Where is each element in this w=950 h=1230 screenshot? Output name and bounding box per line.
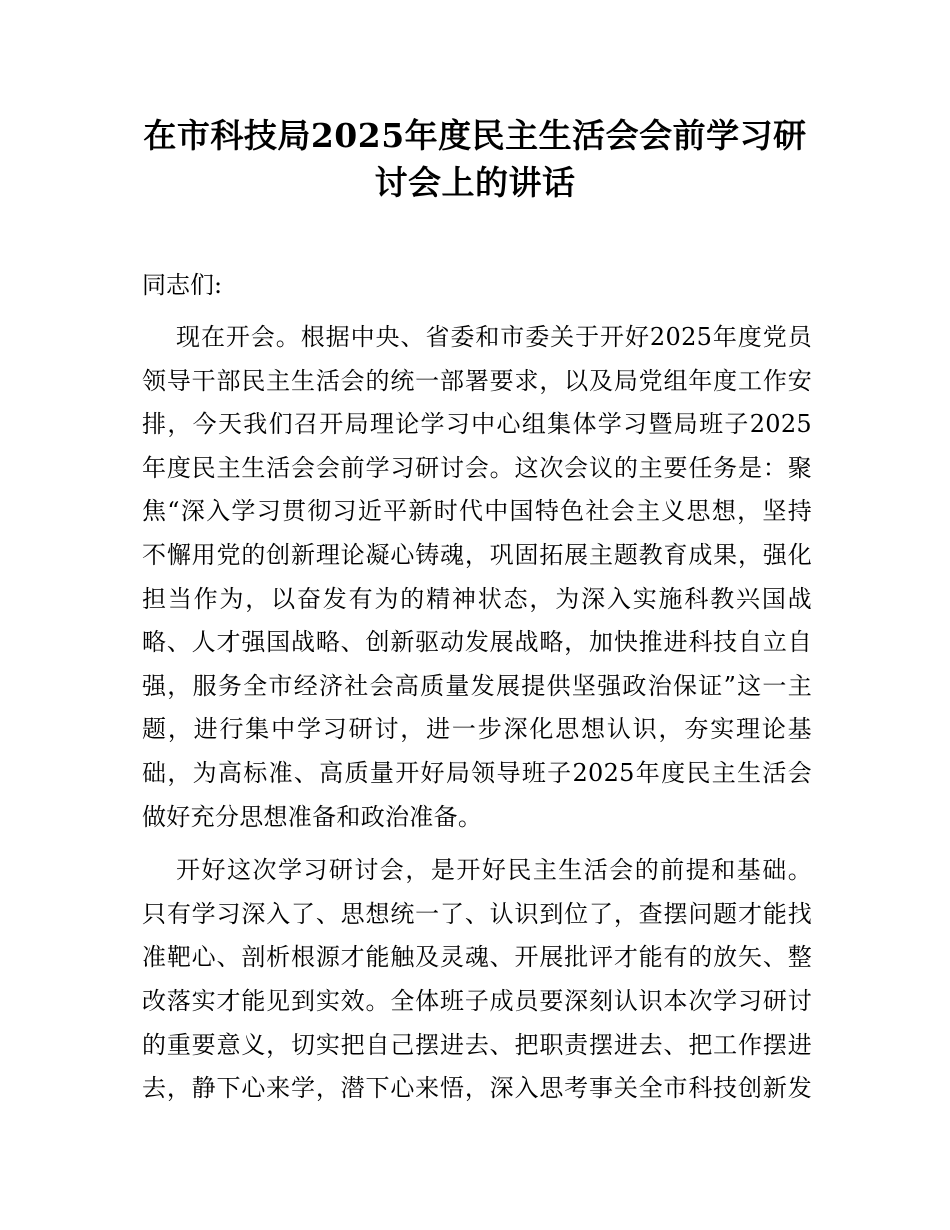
paragraph-line: 焦“深入学习贯彻习近平新时代中国特色社会主义思想，坚持 — [142, 497, 812, 526]
paragraph-line: 准靶心、剖析根源才能触及灵魂、开展批评才能有的放矢、整 — [142, 943, 812, 972]
paragraph-line: 础，为高标准、高质量开好局领导班子2025年度民主生活会 — [142, 758, 812, 787]
paragraph-line: 年度民主生活会会前学习研讨会。这次会议的主要任务是：聚 — [142, 453, 812, 482]
paragraph-line: 现在开会。根据中央、省委和市委关于开好2025年度党员 — [176, 323, 812, 351]
paragraph-1 — [142, 316, 812, 839]
paragraph-2 — [142, 849, 812, 1111]
paragraph-line: 担当作为，以奋发有为的精神状态，为深入实施科教兴国战 — [142, 584, 812, 613]
paragraph-line: 略、人才强国战略、创新驱动发展战略，加快推进科技自立自 — [142, 628, 812, 657]
paragraph-line: 改落实才能见到实效。全体班子成员要深刻认识本次学习研讨 — [142, 986, 812, 1015]
paragraph-line: 领导干部民主生活会的统一部署要求，以及局党组年度工作安 — [142, 366, 812, 395]
paragraph-line: 强，服务全市经济社会高质量发展提供坚强政治保证”这一主 — [142, 671, 812, 700]
title-line-1: 在市科技局2025年度民主生活会会前学习研 — [143, 116, 807, 155]
paragraph-line: 只有学习深入了、思想统一了、认识到位了，查摆问题才能找 — [142, 899, 812, 928]
salutation: 同志们: — [142, 271, 223, 299]
document-body — [142, 316, 812, 1121]
paragraph-line: 开好这次学习研讨会，是开好民主生活会的前提和基础。 — [176, 856, 812, 885]
paragraph-line: 不懈用党的创新理论凝心铸魂，巩固拓展主题教育成果，强化 — [142, 540, 812, 569]
paragraph-line: 题，进行集中学习研讨，进一步深化思想认识，夯实理论基 — [142, 715, 812, 744]
paragraph-line: 做好充分思想准备和政治准备。 — [142, 802, 483, 831]
title-line-2: 讨会上的讲话 — [374, 163, 576, 202]
document-title — [120, 112, 830, 206]
paragraph-line: 的重要意义，切实把自己摆进去、把职责摆进去、把工作摆进 — [142, 1030, 812, 1059]
paragraph-line: 排，今天我们召开局理论学习中心组集体学习暨局班子2025 — [142, 410, 812, 439]
paragraph-line: 去，静下心来学，潜下心来悟，深入思考事关全市科技创新发 — [142, 1074, 812, 1103]
